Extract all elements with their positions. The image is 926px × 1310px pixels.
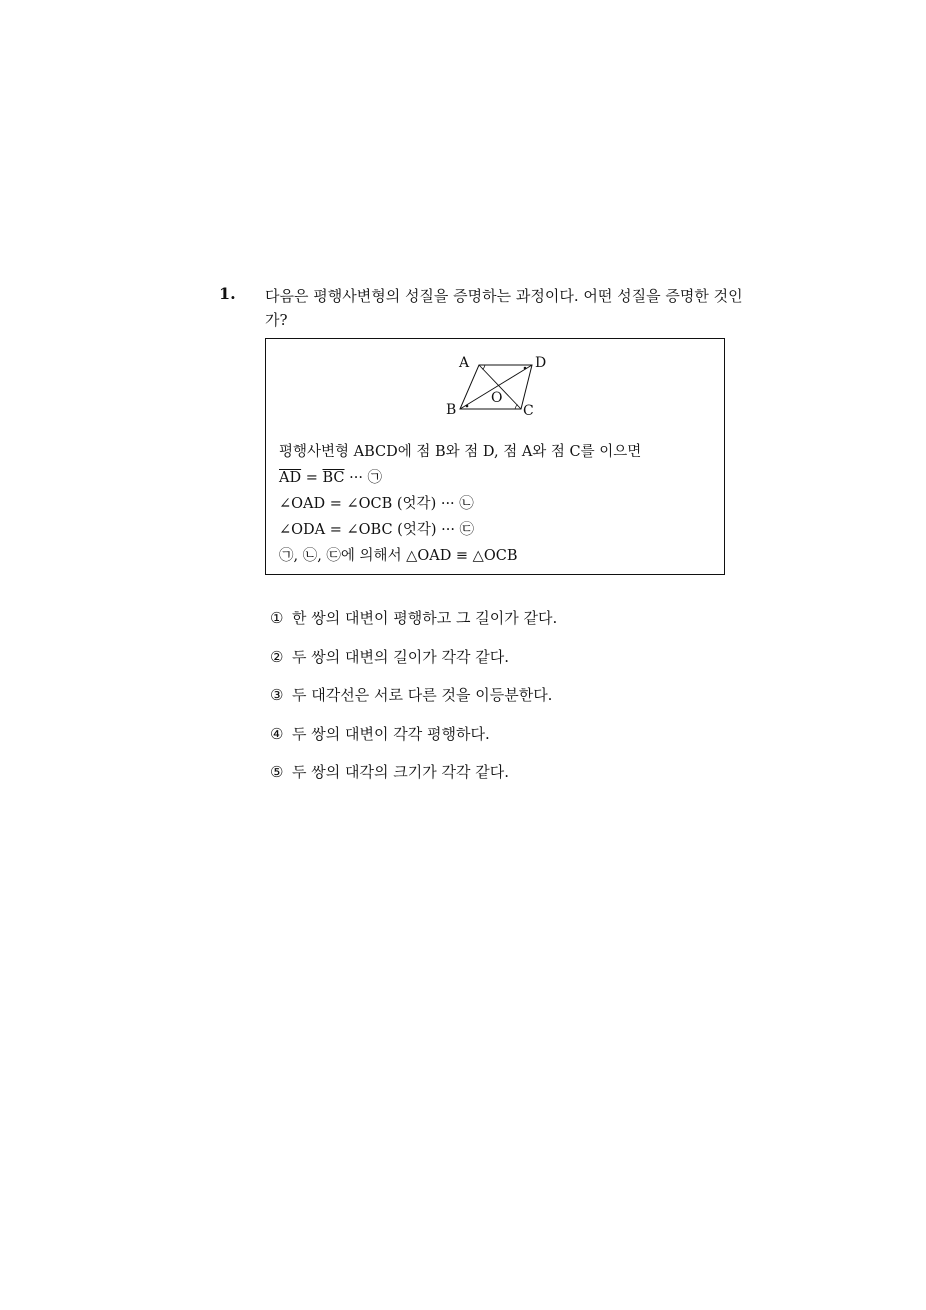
choice-marker: ④ xyxy=(270,724,284,743)
choice-text: 두 쌍의 대변의 길이가 각각 같다. xyxy=(292,647,509,666)
choice-marker: ⑤ xyxy=(270,763,284,781)
question-number: 1. xyxy=(219,284,236,303)
choice-text: 두 쌍의 대각의 크기가 각각 같다. xyxy=(292,763,509,781)
label-d: D xyxy=(535,355,547,371)
question-text xyxy=(265,284,765,332)
question-text-line-1: 다음은 평행사변형의 성질을 증명하는 과정이다. 어떤 성질을 증명한 것인 xyxy=(265,287,743,305)
answer-choices xyxy=(270,606,557,799)
equals-sign: = xyxy=(301,470,323,486)
choice-marker: ③ xyxy=(270,686,284,704)
choice-marker: ① xyxy=(270,609,284,627)
proof-line-2 xyxy=(279,465,641,491)
proof-line-1: 평행사변형 ABCD에 점 B와 점 D, 점 A와 점 C를 이으면 xyxy=(279,444,642,460)
choice-text: 한 쌍의 대변이 평행하고 그 길이가 같다. xyxy=(292,609,558,627)
proof-line-2-tail: ··· ㉠ xyxy=(344,470,383,486)
choice-text: 두 대각선은 서로 다른 것을 이등분한다. xyxy=(292,686,553,704)
label-c: C xyxy=(523,403,534,419)
proof-line-3: ∠OAD = ∠OCB (엇각) ··· ㉡ xyxy=(279,496,474,512)
choice-text: 두 쌍의 대변이 각각 평행하다. xyxy=(292,724,490,743)
angle-dot-b xyxy=(466,405,469,408)
choice-3[interactable] xyxy=(270,683,557,722)
proof-line-4: ∠ODA = ∠OBC (엇각) ··· ㉢ xyxy=(279,522,475,538)
label-a: A xyxy=(459,355,470,371)
choice-4[interactable] xyxy=(270,722,557,761)
parallelogram-figure xyxy=(441,347,561,419)
label-b: B xyxy=(446,402,457,418)
choice-1[interactable] xyxy=(270,606,557,645)
choice-2[interactable] xyxy=(270,645,557,684)
segment-ad: $\overline{AD}$ xyxy=(279,470,302,486)
label-o: O xyxy=(491,390,503,406)
proof-line-5: ㉠, ㉡, ㉢에 의해서 △OAD ≡ △OCB xyxy=(279,548,518,564)
angle-dot-d xyxy=(524,367,527,370)
segment-bc: $\overline{BC}$ xyxy=(322,470,345,486)
choice-5[interactable] xyxy=(270,760,557,799)
proof-box xyxy=(265,338,725,575)
proof-lines xyxy=(279,439,641,569)
choice-marker: ② xyxy=(270,647,284,666)
question-text-line-2: 가? xyxy=(265,311,288,329)
